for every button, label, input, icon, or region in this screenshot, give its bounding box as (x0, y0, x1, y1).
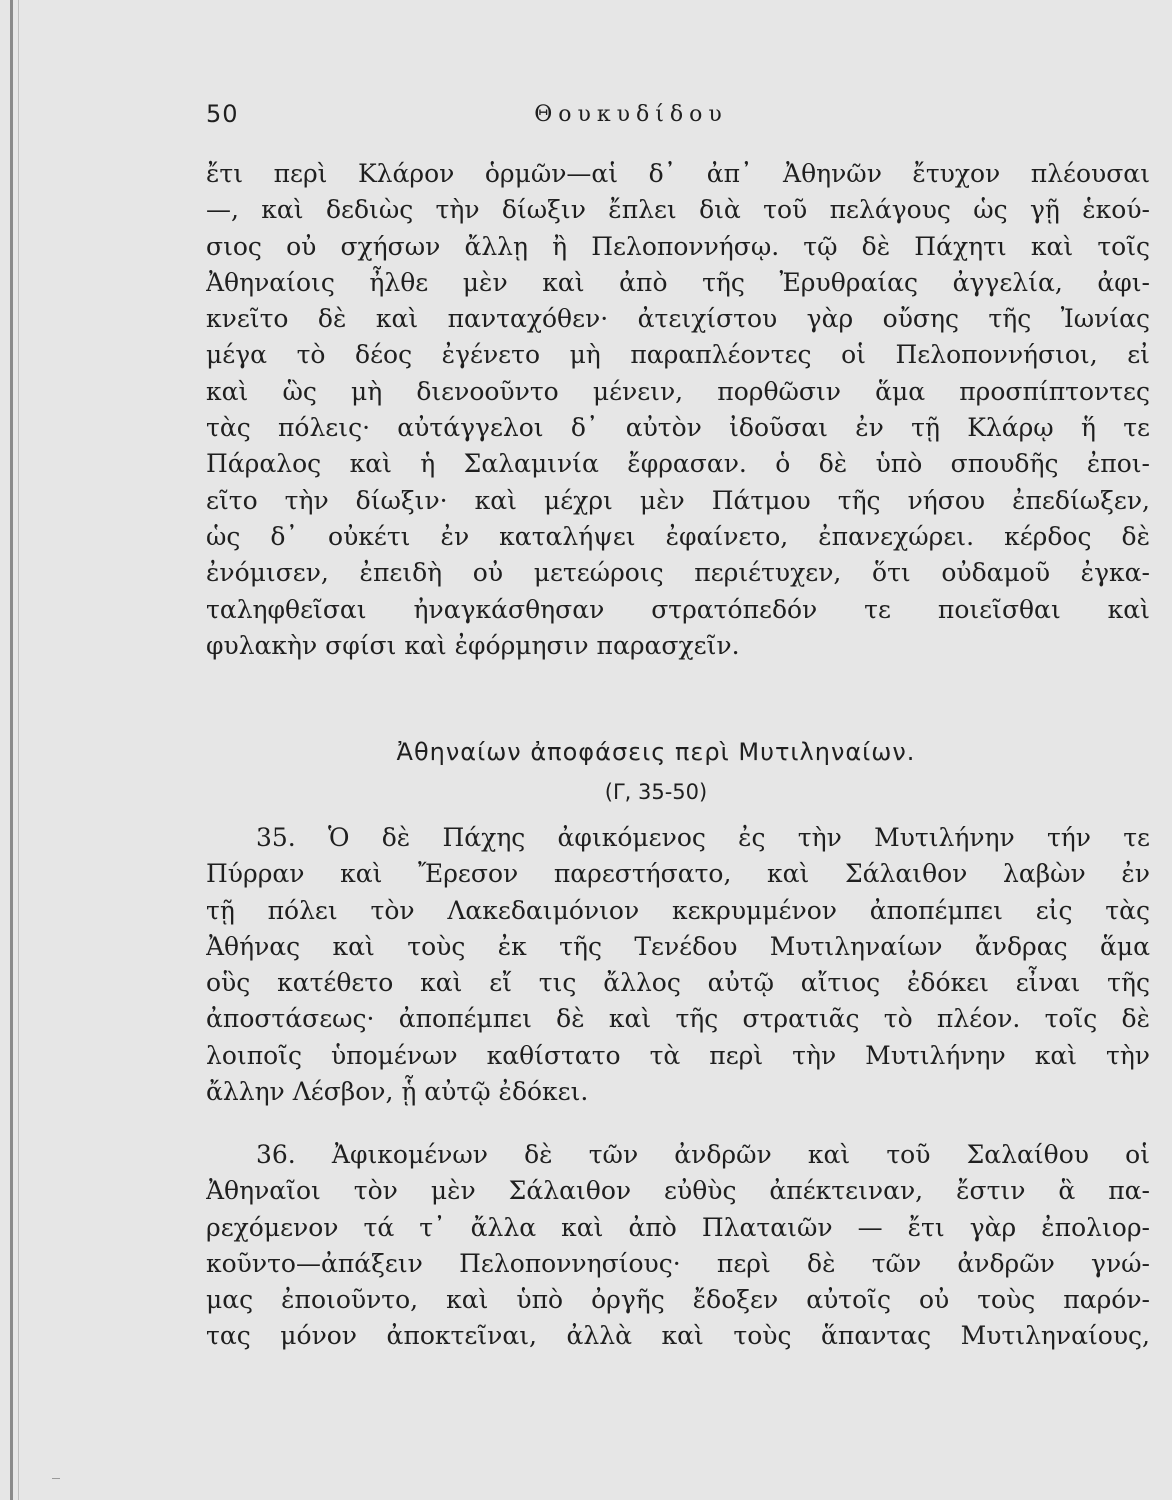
text-line: τῇ πόλει τὸν Λακεδαιμόνιον κεκρυμμένον ἀποπέμπει εἰς τὰς (206, 895, 1150, 925)
text-line: Ἀθηναῖοι τὸν μὲν Σάλαιθον εὐθὺς ἀπέκτειναν, ἔστιν ἃ πα- (206, 1176, 1150, 1206)
text-line: ἀποστάσεως· ἀποπέμπει δὲ καὶ τῆς στρατιᾶς τὸ πλέον. τοῖς δὲ (206, 1004, 1150, 1034)
text-line: φυλακὴν σφίσι καὶ ἐφόρμησιν παρασχεῖν. (206, 630, 740, 660)
text-line: —, καὶ δεδιὼς τὴν δίωξιν ἔπλει διὰ τοῦ πελάγους ὡς γῇ ἑκού- (206, 195, 1150, 225)
section-heading: Ἀθηναίων ἀποφάσεις περὶ Μυτιληναίων. (396, 738, 916, 766)
text-line: εῖτο τὴν δίωξιν· καὶ μέχρι μὲν Πάτμου τῆς νήσου ἐπεδίωξεν, (206, 485, 1150, 515)
text-line: 35. Ὁ δὲ Πάχης ἀφικόμενος ἐς τὴν Μυτιλήνην τήν τε (256, 823, 1150, 852)
text-line: Πύρραν καὶ Ἔρεσον παρεστήσατο, καὶ Σάλαιθον λαβὼν ἐν (206, 859, 1150, 889)
text-line: Ἀθηναίοις ἦλθε μὲν καὶ ἀπὸ τῆς Ἐρυθραίας ἀγγελία, ἀφι- (206, 267, 1150, 297)
text-line: ἔτι περὶ Κλάρον ὁρμῶν—αἱ δ᾽ ἀπ᾽ Ἀθηνῶν ἔτυχον πλέουσαι (206, 159, 1150, 188)
margin-mark (52, 1478, 60, 1479)
text-line: οὓς κατέθετο καὶ εἴ τις ἄλλος αὐτῷ αἴτιος ἐδόκει εἶναι τῆς (206, 968, 1150, 998)
text-line: 36. Ἀφικομένων δὲ τῶν ἀνδρῶν καὶ τοῦ Σαλαίθου οἱ (256, 1140, 1150, 1169)
text-line: ταληφθεῖσαι ἠναγκάσθησαν στρατόπεδόν τε ποιεῖσθαι καὶ (206, 594, 1150, 624)
text-line: τας μόνον ἀποκτεῖναι, ἀλλὰ καὶ τοὺς ἅπαντας Μυτιληναίους, (206, 1321, 1150, 1351)
text-line: κοῦντο—ἀπάξειν Πελοποννησίους· περὶ δὲ τῶν ἀνδρῶν γνώ- (206, 1248, 1150, 1278)
text-line: καὶ ὣς μὴ διενοοῦντο μένειν, πορθῶσιν ἅμα προσπίπτοντες (206, 376, 1150, 406)
text-line: λοιποῖς ὑπομένων καθίστατο τὰ περὶ τὴν Μυτιλήνην καὶ τὴν (206, 1040, 1150, 1070)
text-line: Ἀθήνας καὶ τοὺς ἐκ τῆς Τενέδου Μυτιληναίων ἄνδρας ἅμα (206, 931, 1150, 961)
text-line: μας ἐποιοῦντο, καὶ ὑπὸ ὀργῆς ἔδοξεν αὐτοῖς οὐ τοὺς παρόν- (206, 1285, 1150, 1315)
text-line: μέγα τὸ δέος ἐγένετο μὴ παραπλέοντες οἱ Πελοποννήσιοι, εἰ (206, 340, 1150, 370)
text-line: τὰς πόλεις· αὐτάγγελοι δ᾽ αὐτὸν ἰδοῦσαι ἐν τῇ Κλάρῳ ἥ τε (206, 413, 1150, 443)
text-line: ἄλλην Λέσβον, ᾗ αὐτῷ ἐδόκει. (206, 1077, 589, 1107)
page-number: 50 (206, 100, 239, 128)
text-line: Πάραλος καὶ ἡ Σαλαμινία ἔφρασαν. ὁ δὲ ὑπὸ σπουδῆς ἐποι- (206, 449, 1150, 479)
page-header (0, 100, 1172, 136)
text-line: ὡς δ᾽ οὐκέτι ἐν καταλήψει ἐφαίνετο, ἐπανεχώρει. κέρδος δὲ (206, 521, 1150, 551)
section-reference: (Γ, 35-50) (604, 780, 708, 804)
chapter-35 (206, 820, 1150, 1110)
paragraph-continuation (206, 156, 1150, 664)
text-line: σιος οὐ σχήσων ἄλλῃ ἢ Πελοποννήσῳ. τῷ δὲ Πάχητι καὶ τοῖς (206, 231, 1150, 261)
running-title: Θουκυδίδου (534, 102, 728, 127)
text-line: ἐνόμισεν, ἐπειδὴ οὐ μετεώροις περιέτυχεν, ὅτι οὐδαμοῦ ἐγκα- (206, 558, 1150, 588)
chapter-36 (206, 1137, 1150, 1355)
text-line: κνεῖτο δὲ καὶ πανταχόθεν· ἀτειχίστου γὰρ οὔσης τῆς Ἰωνίας (206, 304, 1150, 334)
text-line: ρεχόμενον τά τ᾽ ἄλλα καὶ ἀπὸ Πλαταιῶν — ἔτι γὰρ ἐπολιορ- (206, 1212, 1150, 1242)
